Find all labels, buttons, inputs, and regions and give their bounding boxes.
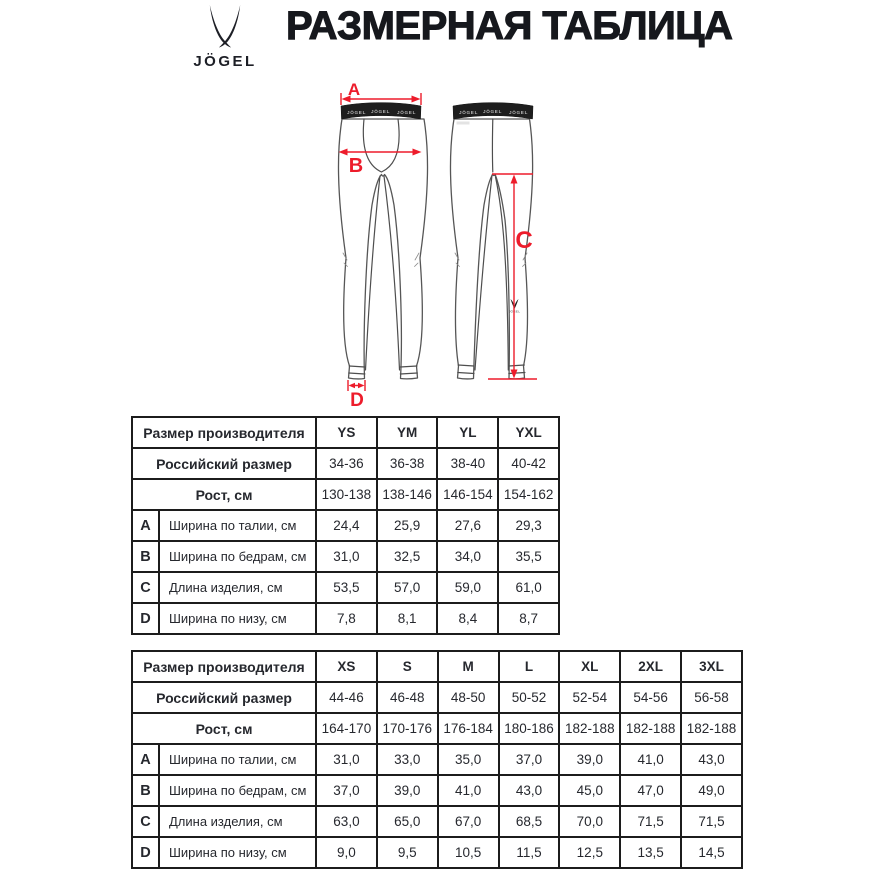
cell-value: 27,6	[437, 510, 498, 541]
cell-value: 39,0	[559, 744, 620, 775]
measure-label-b: B	[348, 155, 364, 177]
cell-value: 7,8	[316, 603, 377, 634]
measure-letter: A	[132, 744, 159, 775]
cell-value: 146-154	[437, 479, 498, 510]
table-row	[132, 572, 559, 603]
cell-value: 11,5	[499, 837, 560, 868]
cell-value: 52-54	[559, 682, 620, 713]
cell-value: 70,0	[559, 806, 620, 837]
cell-value: 36-38	[377, 448, 438, 479]
waistband-brand-text: JÖGEL	[483, 109, 503, 114]
table-row	[132, 837, 742, 868]
cell-value: 67,0	[438, 806, 499, 837]
cell-value: 68,5	[499, 806, 560, 837]
table-row	[132, 713, 742, 744]
page-title: РАЗМЕРНАЯ ТАБЛИЦА	[286, 4, 733, 48]
cell-value: 2XL	[620, 651, 681, 682]
cell-value: 9,5	[377, 837, 438, 868]
cell-value: L	[499, 651, 560, 682]
table-row	[132, 510, 559, 541]
table-row	[132, 541, 559, 572]
measure-label: Ширина по бедрам, см	[159, 775, 316, 806]
cell-value: 170-176	[377, 713, 438, 744]
cell-value: 63,0	[316, 806, 377, 837]
table-row	[132, 479, 559, 510]
cell-value: 65,0	[377, 806, 438, 837]
table-row	[132, 417, 559, 448]
cell-value: 154-162	[498, 479, 559, 510]
cell-value: 8,1	[377, 603, 438, 634]
adult-size-table	[131, 650, 743, 869]
row-label: Российский размер	[132, 682, 316, 713]
cell-value: 14,5	[681, 837, 742, 868]
row-label: Рост, см	[132, 713, 316, 744]
cell-value: 182-188	[559, 713, 620, 744]
cell-value: 31,0	[316, 744, 377, 775]
waistband-brand-text: JÖGEL	[347, 110, 367, 115]
cell-value: 54-56	[620, 682, 681, 713]
cell-value: 41,0	[620, 744, 681, 775]
cell-value: YXL	[498, 417, 559, 448]
cell-value: YL	[437, 417, 498, 448]
cell-value: 45,0	[559, 775, 620, 806]
cell-value: YS	[316, 417, 377, 448]
waistband-brand-text: JÖGEL	[509, 110, 529, 115]
cell-value: 40-42	[498, 448, 559, 479]
cell-value: 61,0	[498, 572, 559, 603]
cell-value: 59,0	[437, 572, 498, 603]
measure-label-c: C	[515, 227, 533, 254]
cell-value: 8,4	[437, 603, 498, 634]
cell-value: 34,0	[437, 541, 498, 572]
table-row	[132, 651, 742, 682]
cell-value: 71,5	[681, 806, 742, 837]
cell-value: 38-40	[437, 448, 498, 479]
cell-value: 41,0	[438, 775, 499, 806]
cell-value: 25,9	[377, 510, 438, 541]
cell-value: 12,5	[559, 837, 620, 868]
row-label: Рост, см	[132, 479, 316, 510]
measure-label: Ширина по низу, см	[159, 603, 316, 634]
cell-value: S	[377, 651, 438, 682]
row-label: Размер производителя	[132, 651, 316, 682]
cell-value: 176-184	[438, 713, 499, 744]
table-row	[132, 682, 742, 713]
cell-value: 46-48	[377, 682, 438, 713]
table-row	[132, 603, 559, 634]
cell-value: M	[438, 651, 499, 682]
measure-letter: C	[132, 806, 159, 837]
cell-value: 138-146	[377, 479, 438, 510]
measure-letter: D	[132, 837, 159, 868]
cell-value: 130-138	[316, 479, 377, 510]
row-label: Российский размер	[132, 448, 316, 479]
table-row	[132, 775, 742, 806]
measure-letter: C	[132, 572, 159, 603]
measure-label: Ширина по талии, см	[159, 510, 316, 541]
cell-value: 43,0	[681, 744, 742, 775]
measure-letter: B	[132, 541, 159, 572]
cell-value: 43,0	[499, 775, 560, 806]
brand-logo	[180, 4, 270, 70]
cell-value: 31,0	[316, 541, 377, 572]
waistband-brand-text: JÖGEL	[371, 109, 391, 114]
cell-value: 32,5	[377, 541, 438, 572]
measure-letter: B	[132, 775, 159, 806]
cell-value: 35,5	[498, 541, 559, 572]
brand-logo-icon	[206, 4, 244, 50]
calf-logo-text: JÖGEL	[508, 309, 521, 314]
cell-value: 71,5	[620, 806, 681, 837]
cell-value: 34-36	[316, 448, 377, 479]
measure-letter: A	[132, 510, 159, 541]
cell-value: 37,0	[316, 775, 377, 806]
table-row	[132, 806, 742, 837]
table-row	[132, 744, 742, 775]
cell-value: XL	[559, 651, 620, 682]
cell-value: 10,5	[438, 837, 499, 868]
cell-value: 24,4	[316, 510, 377, 541]
cell-value: XS	[316, 651, 377, 682]
measure-label-a: A	[347, 80, 361, 99]
measure-label: Ширина по бедрам, см	[159, 541, 316, 572]
cell-value: YM	[377, 417, 438, 448]
front-view-drawing	[338, 103, 427, 379]
cell-value: 33,0	[377, 744, 438, 775]
fabric-tag	[457, 122, 470, 125]
cell-value: 47,0	[620, 775, 681, 806]
cell-value: 57,0	[377, 572, 438, 603]
measure-label: Ширина по талии, см	[159, 744, 316, 775]
waistband-brand-text: JÖGEL	[397, 110, 417, 115]
measure-letter: D	[132, 603, 159, 634]
cell-value: 182-188	[620, 713, 681, 744]
cell-value: 35,0	[438, 744, 499, 775]
cell-value: 3XL	[681, 651, 742, 682]
cell-value: 29,3	[498, 510, 559, 541]
cell-value: 53,5	[316, 572, 377, 603]
table-row	[132, 448, 559, 479]
cell-value: 44-46	[316, 682, 377, 713]
measure-label: Длина изделия, см	[159, 806, 316, 837]
waistband-brand-text: JÖGEL	[459, 110, 479, 115]
youth-size-table	[131, 416, 560, 635]
cell-value: 182-188	[681, 713, 742, 744]
cell-value: 9,0	[316, 837, 377, 868]
measure-label: Ширина по низу, см	[159, 837, 316, 868]
measure-label-d: D	[350, 390, 364, 411]
cell-value: 56-58	[681, 682, 742, 713]
row-label: Размер производителя	[132, 417, 316, 448]
cell-value: 48-50	[438, 682, 499, 713]
measure-label: Длина изделия, см	[159, 572, 316, 603]
brand-wordmark: JÖGEL	[193, 53, 257, 70]
cell-value: 37,0	[499, 744, 560, 775]
cell-value: 164-170	[316, 713, 377, 744]
cell-value: 13,5	[620, 837, 681, 868]
cell-value: 8,7	[498, 603, 559, 634]
cell-value: 50-52	[499, 682, 560, 713]
cell-value: 39,0	[377, 775, 438, 806]
cell-value: 180-186	[499, 713, 560, 744]
cell-value: 49,0	[681, 775, 742, 806]
measurement-diagram	[332, 78, 542, 412]
